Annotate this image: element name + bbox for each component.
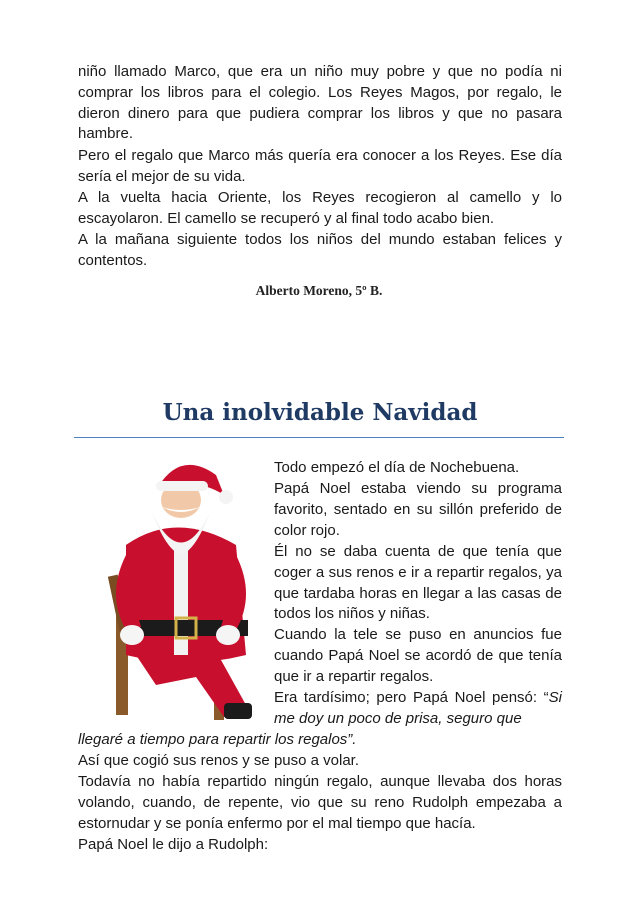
title-underline [74, 437, 564, 438]
side-paragraph-1: Todo empezó el día de Nochebuena. [274, 459, 520, 476]
side-paragraph-4: Cuando la tele se puso en anuncios fue cuando Papá Noel se acordó de que tenía que ir a repartir regalos. [274, 626, 562, 685]
side-paragraph-2: Papá Noel estaba viendo su programa favorito, sentado en su sillón preferido de color rojo. [274, 480, 562, 539]
story-paragraph-3: A la vuelta hacia Oriente, los Reyes recogieron al camello y lo escayolaron. El camello se recuperó y al final todo acabo bien. [78, 189, 562, 227]
santa-claus-photo-icon [96, 455, 264, 723]
story-paragraph-7: Papá Noel le dijo a Rudolph: [78, 836, 269, 853]
quote-part-1: Si me doy un poco de prisa, seguro que [274, 689, 562, 727]
story-paragraph-1: niño llamado Marco, que era un niño muy pobre y que no podía ni comprar los libros para el colegio. Los Reyes Magos, por regalo, le dieron dinero para que pudiera comprar los libros y que no pasara hambre. [78, 63, 562, 143]
story-paragraph-6: Todavía no había repartido ningún regalo, aunque llevaba dos horas volando, cuando, de repente, vio que su reno Rudolph empezaba a estornudar y se ponía enfermo por el mal tiempo que hacía. [78, 773, 562, 832]
side-paragraph-3: Él no se daba cuenta de que tenía que coger a sus renos e ir a repartir regalos, ya que tardaba horas en llegar a las casas de todos los niños y niñas. [274, 543, 562, 623]
story-paragraph-5: Así que cogió sus renos y se puso a volar. [78, 752, 359, 769]
story-paragraph-2: Pero el regalo que Marco más quería era conocer a los Reyes. Ese día sería el mejor de su vida. [78, 147, 562, 185]
quote-part-2: llegaré a tiempo para repartir los regalos”. [78, 731, 357, 748]
story-title: Una inolvidable Navidad [162, 399, 478, 426]
quote-continuation [78, 730, 562, 751]
quote-intro: Era tardísimo; pero Papá Noel pensó: “ [274, 689, 549, 706]
side-paragraph-5 [274, 688, 562, 730]
story-paragraph-4: A la mañana siguiente todos los niños del mundo estaban felices y contentos. [78, 231, 562, 269]
author-signature: Alberto Moreno, 5º B. [255, 283, 383, 298]
